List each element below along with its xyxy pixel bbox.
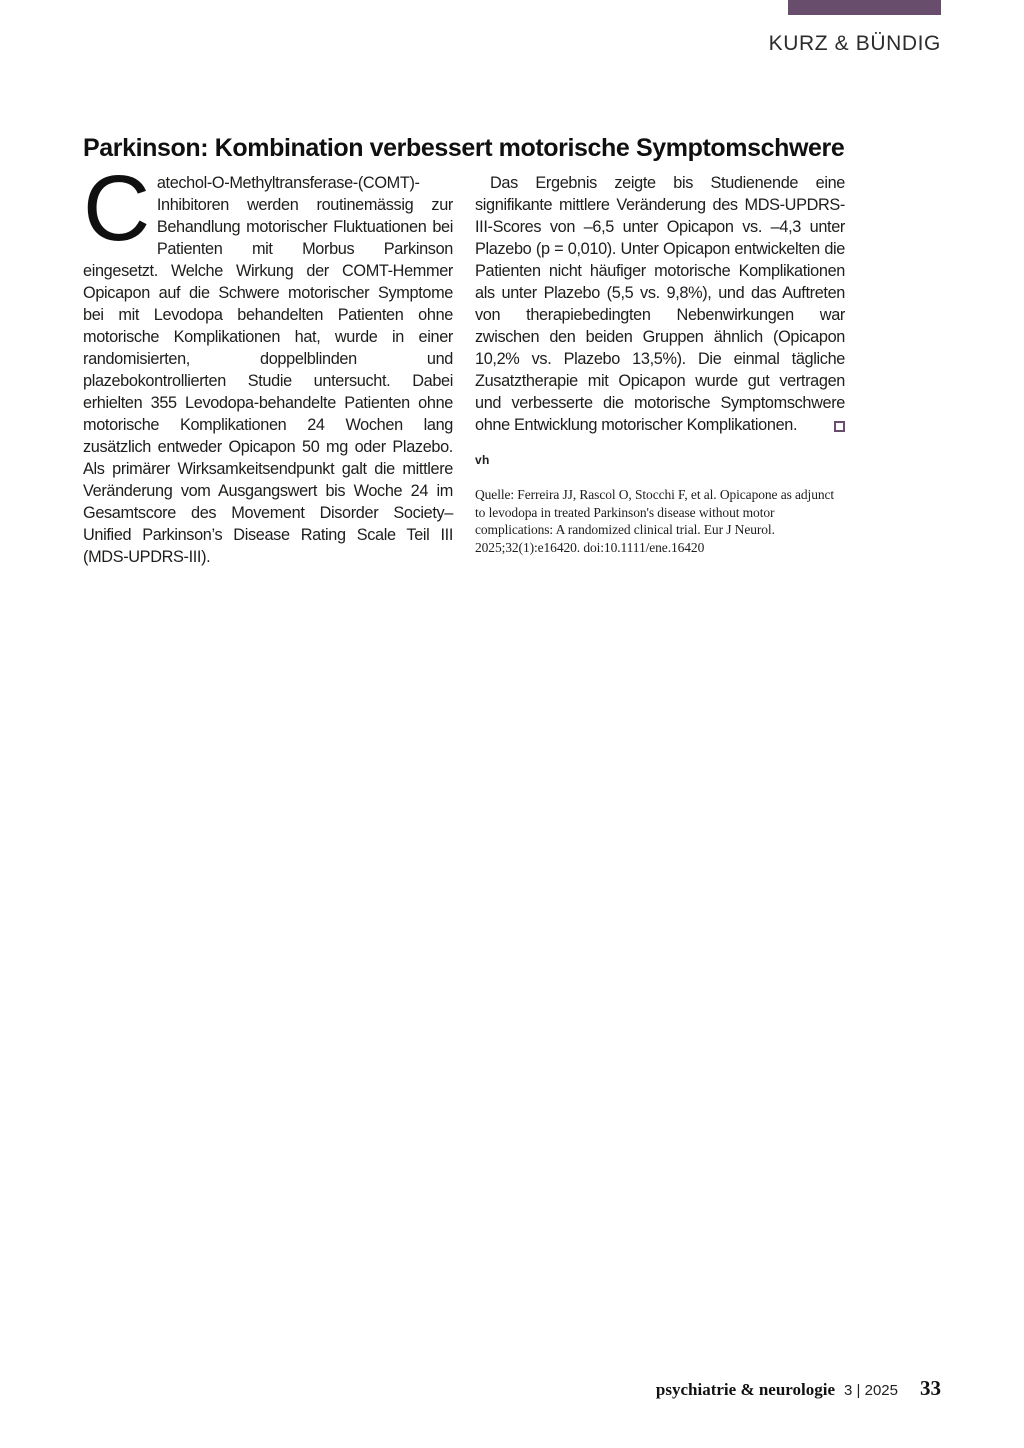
author-initials: vh [475, 453, 490, 467]
source-citation: Quelle: Ferreira JJ, Rascol O, Stocchi F, et al. Opicapone as adjunct to levodopa in treated Parkinson's disease without motor complications: A randomized clinical trial. Eur J Neurol. 2025;32(1):e16420. doi:10.1111/ene.16420 [475, 487, 835, 555]
page-number: 33 [920, 1376, 941, 1400]
issue-label: 3 | 2025 [844, 1382, 898, 1399]
column-left [83, 156, 453, 568]
journal-name: psychiatrie & neurologie [655, 1380, 836, 1399]
paragraph-2: Das Ergebnis zeigte bis Studienende eine signifikante mittlere Veränderung des MDS-UPDRS-III-Scores von –6,5 unter Opicapon vs. –4,3 unter Plazebo (p = 0,010). Unter Opicapon entwickelten die Patienten nicht häufiger motorische Komplikationen als unter Plazebo (5,5 vs. 9,8%), und das Auftreten von therapiebedingten Nebenwirkungen war zwischen den beiden Gruppen ähnlich (Opicapon 10,2% vs. Plazebo 13,5%). Die einmal tägliche Zusatztherapie mit Opicapon wurde gut vertragen und verbesserte die motorische Symptomschwere ohne Entwicklung motorischer Komplikationen. [475, 174, 845, 434]
column-right [475, 172, 845, 568]
paragraph-2-wrapper [475, 172, 845, 436]
section-kicker: KURZ & BÜNDIG [768, 32, 941, 55]
paragraph-1: atechol-O-Methyltransferase-(COMT)-Inhibitoren werden routinemässig zur Behandlung motorischer Fluktuationen bei Patienten mit Morbus Parkinson eingesetzt. Welche Wirkung der COMT-Hemmer Opicapon auf die Schwere motorischer Symptome bei mit Levodopa behandelten Patienten ohne motorische Komplikationen hat, wurde in einer randomisierten, doppelblinden und plazebokontrollierten Studie untersucht. Dabei erhielten 355 Levodopa-behandelte Patienten ohne motorische Komplikationen 24 Wochen lang zusätzlich entweder Opicapon 50 mg oder Plazebo. Als primärer Wirksamkeitsendpunkt galt die mittlere Veränderung vom Ausgangswert bis Woche 24 im Gesamtscore des Movement Disorder Society–Unified Parkinson’s Disease Rating Scale Teil III (MDS-UPDRS-III). [83, 174, 453, 566]
article-title: Parkinson: Kombination verbessert motorische Symptomschwere [83, 133, 845, 162]
accent-bar [788, 0, 941, 15]
drop-cap: C [83, 156, 150, 260]
end-of-article-icon [834, 421, 845, 432]
page-footer [656, 1376, 941, 1401]
article-body [83, 156, 845, 568]
